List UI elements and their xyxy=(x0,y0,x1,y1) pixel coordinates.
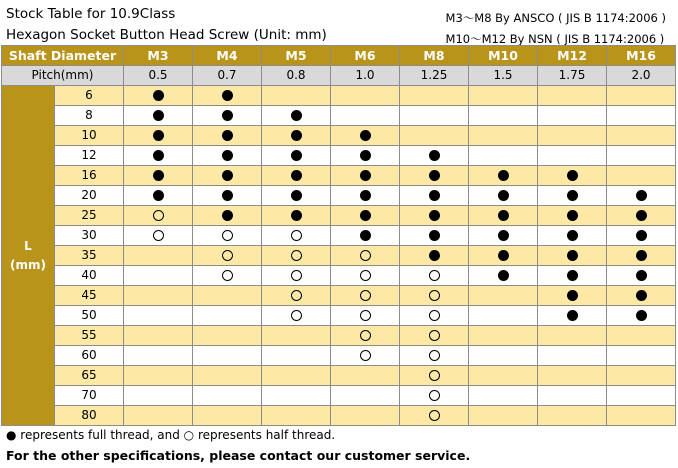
stock-cell xyxy=(331,306,400,326)
stock-cell xyxy=(331,206,400,226)
half-thread-circle-icon xyxy=(429,290,440,301)
stock-cell xyxy=(262,306,331,326)
stock-cell xyxy=(607,146,676,166)
stock-cell xyxy=(400,386,469,406)
size-header-m6: M6 xyxy=(331,46,400,66)
stock-cell xyxy=(538,146,607,166)
stock-cell xyxy=(469,286,538,306)
full-thread-dot-icon xyxy=(222,210,233,221)
full-thread-dot-icon xyxy=(636,270,647,281)
table-row xyxy=(2,266,676,286)
stock-cell xyxy=(262,106,331,126)
stock-cell xyxy=(331,366,400,386)
length-value: 45 xyxy=(55,286,124,306)
stock-cell xyxy=(538,206,607,226)
stock-cell xyxy=(193,86,262,106)
full-thread-dot-icon xyxy=(567,310,578,321)
stock-cell xyxy=(193,386,262,406)
half-thread-circle-icon xyxy=(222,250,233,261)
half-thread-circle-icon xyxy=(153,210,164,221)
stock-cell xyxy=(538,326,607,346)
full-thread-dot-icon xyxy=(636,230,647,241)
full-thread-dot-icon xyxy=(498,230,509,241)
table-row xyxy=(2,106,676,126)
stock-cell xyxy=(331,226,400,246)
full-thread-dot-icon xyxy=(360,150,371,161)
size-header-m8: M8 xyxy=(400,46,469,66)
stock-cell xyxy=(469,206,538,226)
stock-cell xyxy=(538,386,607,406)
pitch-m12: 1.75 xyxy=(538,66,607,86)
stock-cell xyxy=(124,346,193,366)
stock-cell xyxy=(331,166,400,186)
full-thread-dot-icon xyxy=(360,170,371,181)
stock-cell xyxy=(538,286,607,306)
pitch-m4: 0.7 xyxy=(193,66,262,86)
table-row xyxy=(2,246,676,266)
stock-cell xyxy=(124,126,193,146)
length-value: 50 xyxy=(55,306,124,326)
stock-cell xyxy=(400,226,469,246)
length-value: 6 xyxy=(55,86,124,106)
stock-cell xyxy=(607,266,676,286)
stock-cell xyxy=(124,206,193,226)
stock-cell xyxy=(607,326,676,346)
full-thread-dot-icon xyxy=(567,210,578,221)
stock-cell xyxy=(193,266,262,286)
full-thread-dot-icon xyxy=(567,190,578,201)
stock-cell xyxy=(607,386,676,406)
stock-cell xyxy=(193,406,262,426)
stock-cell xyxy=(124,266,193,286)
full-thread-dot-icon xyxy=(498,270,509,281)
stock-cell xyxy=(262,126,331,146)
stock-cell xyxy=(607,366,676,386)
stock-cell xyxy=(193,206,262,226)
table-row xyxy=(2,186,676,206)
length-value: 35 xyxy=(55,246,124,266)
stock-cell xyxy=(124,166,193,186)
full-thread-dot-icon xyxy=(222,150,233,161)
stock-cell xyxy=(607,126,676,146)
half-thread-circle-icon xyxy=(360,330,371,341)
stock-cell xyxy=(124,146,193,166)
stock-cell xyxy=(400,166,469,186)
stock-cell xyxy=(400,86,469,106)
stock-cell xyxy=(607,306,676,326)
stock-cell xyxy=(400,186,469,206)
stock-cell xyxy=(607,166,676,186)
pitch-m16: 2.0 xyxy=(607,66,676,86)
full-thread-dot-icon xyxy=(567,250,578,261)
half-thread-circle-icon xyxy=(360,250,371,261)
stock-cell xyxy=(538,366,607,386)
full-thread-dot-icon xyxy=(498,210,509,221)
shaft-diameter-header: Shaft Diameter xyxy=(2,46,124,66)
stock-cell xyxy=(262,366,331,386)
pitch-m8: 1.25 xyxy=(400,66,469,86)
length-value: 70 xyxy=(55,386,124,406)
full-thread-dot-icon xyxy=(222,110,233,121)
stock-cell xyxy=(193,366,262,386)
stock-cell xyxy=(400,126,469,146)
stock-cell xyxy=(469,226,538,246)
half-thread-circle-icon xyxy=(291,290,302,301)
length-value: 16 xyxy=(55,166,124,186)
half-thread-circle-icon xyxy=(429,270,440,281)
contact-note: For the other specifications, please contact our customer service. xyxy=(6,448,471,463)
stock-cell xyxy=(124,106,193,126)
stock-cell xyxy=(607,206,676,226)
table-row xyxy=(2,166,676,186)
half-thread-circle-icon xyxy=(429,370,440,381)
stock-cell xyxy=(469,306,538,326)
stock-cell xyxy=(607,406,676,426)
length-value: 60 xyxy=(55,346,124,366)
stock-cell xyxy=(262,386,331,406)
half-thread-circle-icon xyxy=(429,310,440,321)
stock-cell xyxy=(193,246,262,266)
full-thread-dot-icon xyxy=(636,210,647,221)
page-subtitle: Hexagon Socket Button Head Screw (Unit: mm) xyxy=(6,27,327,43)
stock-cell xyxy=(331,246,400,266)
full-thread-dot-icon xyxy=(636,310,647,321)
stock-cell xyxy=(469,86,538,106)
stock-cell xyxy=(331,286,400,306)
half-thread-circle-icon xyxy=(222,230,233,241)
stock-cell xyxy=(124,246,193,266)
table-row xyxy=(2,326,676,346)
size-header-row xyxy=(2,46,676,66)
page-title: Stock Table for 10.9Class xyxy=(6,6,176,22)
full-thread-dot-icon xyxy=(636,190,647,201)
stock-cell xyxy=(331,326,400,346)
stock-cell xyxy=(469,406,538,426)
half-thread-circle-icon xyxy=(429,350,440,361)
stock-cell xyxy=(469,126,538,146)
full-thread-dot-icon xyxy=(636,290,647,301)
stock-cell xyxy=(124,286,193,306)
table-row xyxy=(2,406,676,426)
stock-cell xyxy=(262,266,331,286)
stock-cell xyxy=(193,306,262,326)
stock-cell xyxy=(193,146,262,166)
table-row xyxy=(2,346,676,366)
stock-cell xyxy=(607,106,676,126)
stock-cell xyxy=(400,206,469,226)
full-thread-dot-icon xyxy=(498,190,509,201)
stock-cell xyxy=(193,326,262,346)
stock-cell xyxy=(124,366,193,386)
full-thread-dot-icon xyxy=(153,110,164,121)
full-thread-dot-icon xyxy=(429,170,440,181)
full-thread-dot-icon xyxy=(153,90,164,101)
stock-cell xyxy=(538,86,607,106)
stock-cell xyxy=(193,286,262,306)
pitch-label: Pitch(mm) xyxy=(2,66,124,86)
full-thread-dot-icon xyxy=(153,150,164,161)
length-symbol: L xyxy=(24,238,32,253)
legend-text: ● represents full thread, and ○ represents half thread. xyxy=(6,428,336,442)
table-row xyxy=(2,286,676,306)
stock-cell xyxy=(331,406,400,426)
pitch-m3: 0.5 xyxy=(124,66,193,86)
length-value: 10 xyxy=(55,126,124,146)
full-thread-dot-icon xyxy=(429,250,440,261)
stock-cell xyxy=(538,266,607,286)
half-thread-circle-icon xyxy=(429,410,440,421)
stock-cell xyxy=(400,346,469,366)
stock-cell xyxy=(124,86,193,106)
stock-cell xyxy=(607,286,676,306)
full-thread-dot-icon xyxy=(429,210,440,221)
table-row xyxy=(2,146,676,166)
stock-cell xyxy=(538,306,607,326)
half-thread-circle-icon xyxy=(429,390,440,401)
half-thread-circle-icon xyxy=(360,270,371,281)
stock-cell xyxy=(469,146,538,166)
half-thread-circle-icon xyxy=(153,230,164,241)
full-thread-dot-icon xyxy=(567,270,578,281)
size-header-m12: M12 xyxy=(538,46,607,66)
size-header-m10: M10 xyxy=(469,46,538,66)
half-thread-circle-icon xyxy=(429,330,440,341)
stock-cell xyxy=(469,186,538,206)
pitch-m5: 0.8 xyxy=(262,66,331,86)
pitch-m10: 1.5 xyxy=(469,66,538,86)
stock-cell xyxy=(193,106,262,126)
full-thread-dot-icon xyxy=(222,190,233,201)
length-value: 55 xyxy=(55,326,124,346)
full-thread-dot-icon xyxy=(567,170,578,181)
stock-cell xyxy=(193,166,262,186)
stock-table xyxy=(1,45,676,426)
stock-cell xyxy=(400,246,469,266)
stock-cell xyxy=(262,206,331,226)
stock-cell xyxy=(607,186,676,206)
length-axis-label xyxy=(2,86,55,426)
full-thread-dot-icon xyxy=(360,230,371,241)
stock-cell xyxy=(469,326,538,346)
stock-cell xyxy=(400,406,469,426)
stock-cell xyxy=(331,86,400,106)
full-thread-dot-icon xyxy=(153,170,164,181)
stock-cell xyxy=(262,226,331,246)
full-thread-dot-icon xyxy=(153,190,164,201)
stock-cell xyxy=(538,166,607,186)
full-thread-dot-icon xyxy=(429,230,440,241)
stock-cell xyxy=(400,326,469,346)
stock-cell xyxy=(538,186,607,206)
full-thread-dot-icon xyxy=(153,130,164,141)
stock-cell xyxy=(124,406,193,426)
stock-cell xyxy=(262,406,331,426)
stock-cell xyxy=(607,246,676,266)
stock-cell xyxy=(262,326,331,346)
half-thread-circle-icon xyxy=(222,270,233,281)
table-row xyxy=(2,226,676,246)
stock-cell xyxy=(331,346,400,366)
stock-cell xyxy=(469,366,538,386)
stock-cell xyxy=(538,406,607,426)
full-thread-dot-icon xyxy=(291,170,302,181)
stock-cell xyxy=(538,346,607,366)
stock-cell xyxy=(193,226,262,246)
stock-cell xyxy=(124,326,193,346)
length-value: 12 xyxy=(55,146,124,166)
half-thread-circle-icon xyxy=(360,310,371,321)
stock-cell xyxy=(469,266,538,286)
stock-cell xyxy=(469,346,538,366)
stock-table-body xyxy=(2,46,676,426)
full-thread-dot-icon xyxy=(360,190,371,201)
stock-cell xyxy=(469,166,538,186)
stock-cell xyxy=(262,166,331,186)
stock-cell xyxy=(538,226,607,246)
length-unit: (mm) xyxy=(10,257,46,272)
stock-cell xyxy=(124,226,193,246)
half-thread-circle-icon xyxy=(291,270,302,281)
stock-cell xyxy=(262,286,331,306)
half-thread-circle-icon xyxy=(291,250,302,261)
full-thread-dot-icon xyxy=(360,210,371,221)
length-value: 25 xyxy=(55,206,124,226)
stock-cell xyxy=(124,186,193,206)
full-thread-dot-icon xyxy=(222,170,233,181)
half-thread-circle-icon xyxy=(360,290,371,301)
table-row xyxy=(2,206,676,226)
length-value: 80 xyxy=(55,406,124,426)
length-value: 8 xyxy=(55,106,124,126)
full-thread-dot-icon xyxy=(291,190,302,201)
stock-cell xyxy=(262,86,331,106)
full-thread-dot-icon xyxy=(291,130,302,141)
stock-cell xyxy=(193,346,262,366)
stock-cell xyxy=(469,106,538,126)
stock-cell xyxy=(124,386,193,406)
size-header-m4: M4 xyxy=(193,46,262,66)
stock-cell xyxy=(607,346,676,366)
stock-cell xyxy=(193,186,262,206)
stock-cell xyxy=(331,106,400,126)
source-block xyxy=(446,8,666,50)
full-thread-dot-icon xyxy=(222,130,233,141)
stock-cell xyxy=(124,306,193,326)
stock-cell xyxy=(469,386,538,406)
full-thread-dot-icon xyxy=(291,110,302,121)
stock-cell xyxy=(400,286,469,306)
length-value: 30 xyxy=(55,226,124,246)
length-value: 65 xyxy=(55,366,124,386)
length-value: 40 xyxy=(55,266,124,286)
full-thread-dot-icon xyxy=(429,150,440,161)
full-thread-dot-icon xyxy=(222,90,233,101)
stock-cell xyxy=(331,186,400,206)
source-line-ansco: M3～M8 By ANSCO ( JIS B 1174:2006 ) xyxy=(445,11,666,25)
stock-cell xyxy=(331,386,400,406)
half-thread-circle-icon xyxy=(360,350,371,361)
stock-cell xyxy=(193,126,262,146)
size-header-m3: M3 xyxy=(124,46,193,66)
full-thread-dot-icon xyxy=(636,250,647,261)
stock-cell xyxy=(607,86,676,106)
stock-cell xyxy=(331,266,400,286)
stock-cell xyxy=(331,126,400,146)
table-row xyxy=(2,386,676,406)
pitch-m6: 1.0 xyxy=(331,66,400,86)
table-row xyxy=(2,306,676,326)
stock-cell xyxy=(538,126,607,146)
stock-cell xyxy=(262,346,331,366)
stock-cell xyxy=(262,146,331,166)
table-row xyxy=(2,86,676,106)
stock-cell xyxy=(400,106,469,126)
size-header-m5: M5 xyxy=(262,46,331,66)
stock-cell xyxy=(400,306,469,326)
full-thread-dot-icon xyxy=(429,190,440,201)
stock-cell xyxy=(469,246,538,266)
pitch-row xyxy=(2,66,676,86)
title-block xyxy=(6,4,327,46)
size-header-m16: M16 xyxy=(607,46,676,66)
half-thread-circle-icon xyxy=(291,310,302,321)
full-thread-dot-icon xyxy=(360,130,371,141)
half-thread-circle-icon xyxy=(291,230,302,241)
source-line-nsn: M10～M12 By NSN ( JIS B 1174:2006 ) xyxy=(445,32,665,46)
stock-cell xyxy=(331,146,400,166)
full-thread-dot-icon xyxy=(498,170,509,181)
table-row xyxy=(2,126,676,146)
stock-cell xyxy=(400,366,469,386)
stock-cell xyxy=(400,146,469,166)
full-thread-dot-icon xyxy=(567,290,578,301)
stock-cell xyxy=(400,266,469,286)
stock-cell xyxy=(262,186,331,206)
full-thread-dot-icon xyxy=(567,230,578,241)
full-thread-dot-icon xyxy=(291,210,302,221)
stock-cell xyxy=(262,246,331,266)
full-thread-dot-icon xyxy=(498,250,509,261)
stock-cell xyxy=(607,226,676,246)
table-row xyxy=(2,366,676,386)
stock-cell xyxy=(538,246,607,266)
stock-cell xyxy=(538,106,607,126)
length-value: 20 xyxy=(55,186,124,206)
full-thread-dot-icon xyxy=(291,150,302,161)
